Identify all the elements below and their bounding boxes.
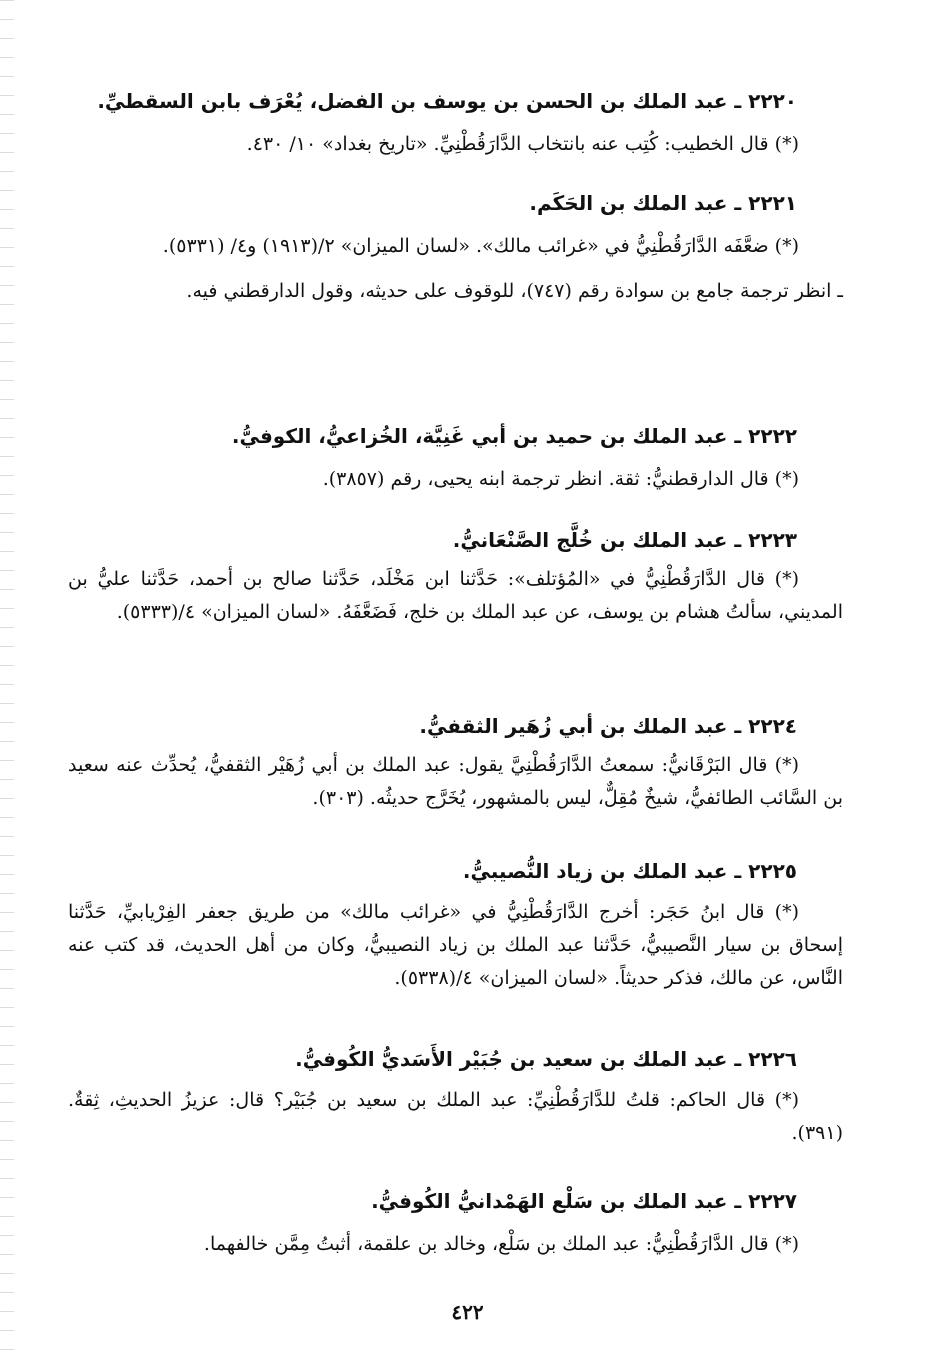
entry-paragraph: (*) قال ابنُ حَجَر: أخرج الدَّارَقُطْنِيُّ في «غرائب مالك» من طريق جعفر الفِرْيابيِّ، حَدَّثنا إسحاق بن سيار النَّصيبيُّ، حَدَّثنا عبد الملك بن زياد النصيبيُّ، وكان من أهل الحديث، قد كتب عنه النَّاس، عن مالك، فذكر حديثاً. «لسان الميزان» ٤/(٥٣٣٨).	[68, 901, 843, 989]
entry-2221	[68, 188, 843, 308]
entry-paragraph: (*) قال الحاكم: قلتُ للدَّارَقُطْنِيِّ: عبد الملك بن سعيد بن جُبَيْر؟ قال: عزيزُ الحديثِ، ثِقةٌ. (٣٩١).	[68, 1089, 843, 1144]
entry-paragraph: (*) ضعَّفَه الدَّارَقُطْنِيُّ في «غرائب مالك». «لسان الميزان» ٢/(١٩١٣) و٤/ (٥٣٣١).	[162, 235, 799, 257]
entry-2226	[68, 1044, 843, 1150]
entry-heading: ٢٢٢٦ ـ عبد الملك بن سعيد بن جُبَيْر الأَسَديُّ الكُوفيُّ.	[295, 1047, 797, 1071]
page-number: ٤٢٢	[451, 1300, 484, 1324]
entry-heading: ٢٢٢٤ ـ عبد الملك بن أبي زُهَير الثقفيُّ.	[419, 714, 797, 738]
entry-paragraph: (*) قال الدارقطنيُّ: ثقة. انظر ترجمة ابنه يحيى، رقم (٣٨٥٧).	[322, 468, 799, 490]
entry-heading: ٢٢٢٠ ـ عبد الملك بن الحسن بن يوسف بن الفضل، يُعْرَف بابن السقطيِّ.	[97, 89, 797, 113]
entry-heading: ٢٢٢٣ ـ عبد الملك بن خُلَّج الصَّنْعَانيُّ.	[452, 528, 797, 552]
entry-heading: ٢٢٢٧ ـ عبد الملك بن سَلْع الهَمْدانيُّ الكُوفيُّ.	[371, 1189, 797, 1213]
entry-2220	[68, 86, 843, 161]
entry-paragraph: (*) قال الدَّارَقُطْنِيُّ في «المُؤتلف»: حَدَّثنا ابن مَخْلَد، حَدَّثنا صالح بن أحمد، حَدَّثنا عليُّ بن المديني، سألتُ هشام بن يوسف، عن عبد الملك بن خلج، فَضَعَّفَهُ. «لسان الميزان» ٤/(٥٣٣٣).	[68, 568, 843, 623]
page-edge-shadow	[0, 0, 14, 1355]
entry-paragraph: (*) قال الخطيب: كُتِب عنه بانتخاب الدَّارَقُطْنِيِّ. «تاريخ بغداد» ١٠/ ٤٣٠.	[246, 133, 799, 155]
entry-2225	[68, 856, 843, 995]
entry-2227	[68, 1186, 843, 1261]
entry-2223	[68, 525, 843, 629]
entry-heading: ٢٢٢٥ ـ عبد الملك بن زياد النُّصيبيُّ.	[462, 859, 797, 883]
entry-heading: ٢٢٢٢ ـ عبد الملك بن حميد بن أبي غَنِيَّة، الخُزاعيُّ، الكوفيُّ.	[231, 424, 797, 448]
entry-2224	[68, 711, 843, 815]
entry-2222	[68, 421, 843, 496]
entry-paragraph: (*) قال الدَّارَقُطْنِيُّ: عبد الملك بن سَلْع، وخالد بن علقمة، أثبتُ مِمَّن خالفهما.	[203, 1233, 799, 1255]
entry-paragraph: (*) قال البَرْقَانيُّ: سمعتُ الدَّارَقُطْنِيَّ يقول: عبد الملك بن أبي زُهَيْر الثقفيُّ، يُحدِّث عنه سعيد بن السَّائب الطائفيُّ، شيخٌ مُقِلٌّ، ليس بالمشهور، يُخَرَّج حديثُه. (٣٠٣).	[68, 754, 843, 809]
entry-paragraph-note: ـ انظر ترجمة جامع بن سوادة رقم (٧٤٧)، للوقوف على حديثه، وقول الدارقطني فيه.	[186, 280, 843, 302]
entry-heading: ٢٢٢١ ـ عبد الملك بن الحَكَم.	[529, 191, 797, 215]
